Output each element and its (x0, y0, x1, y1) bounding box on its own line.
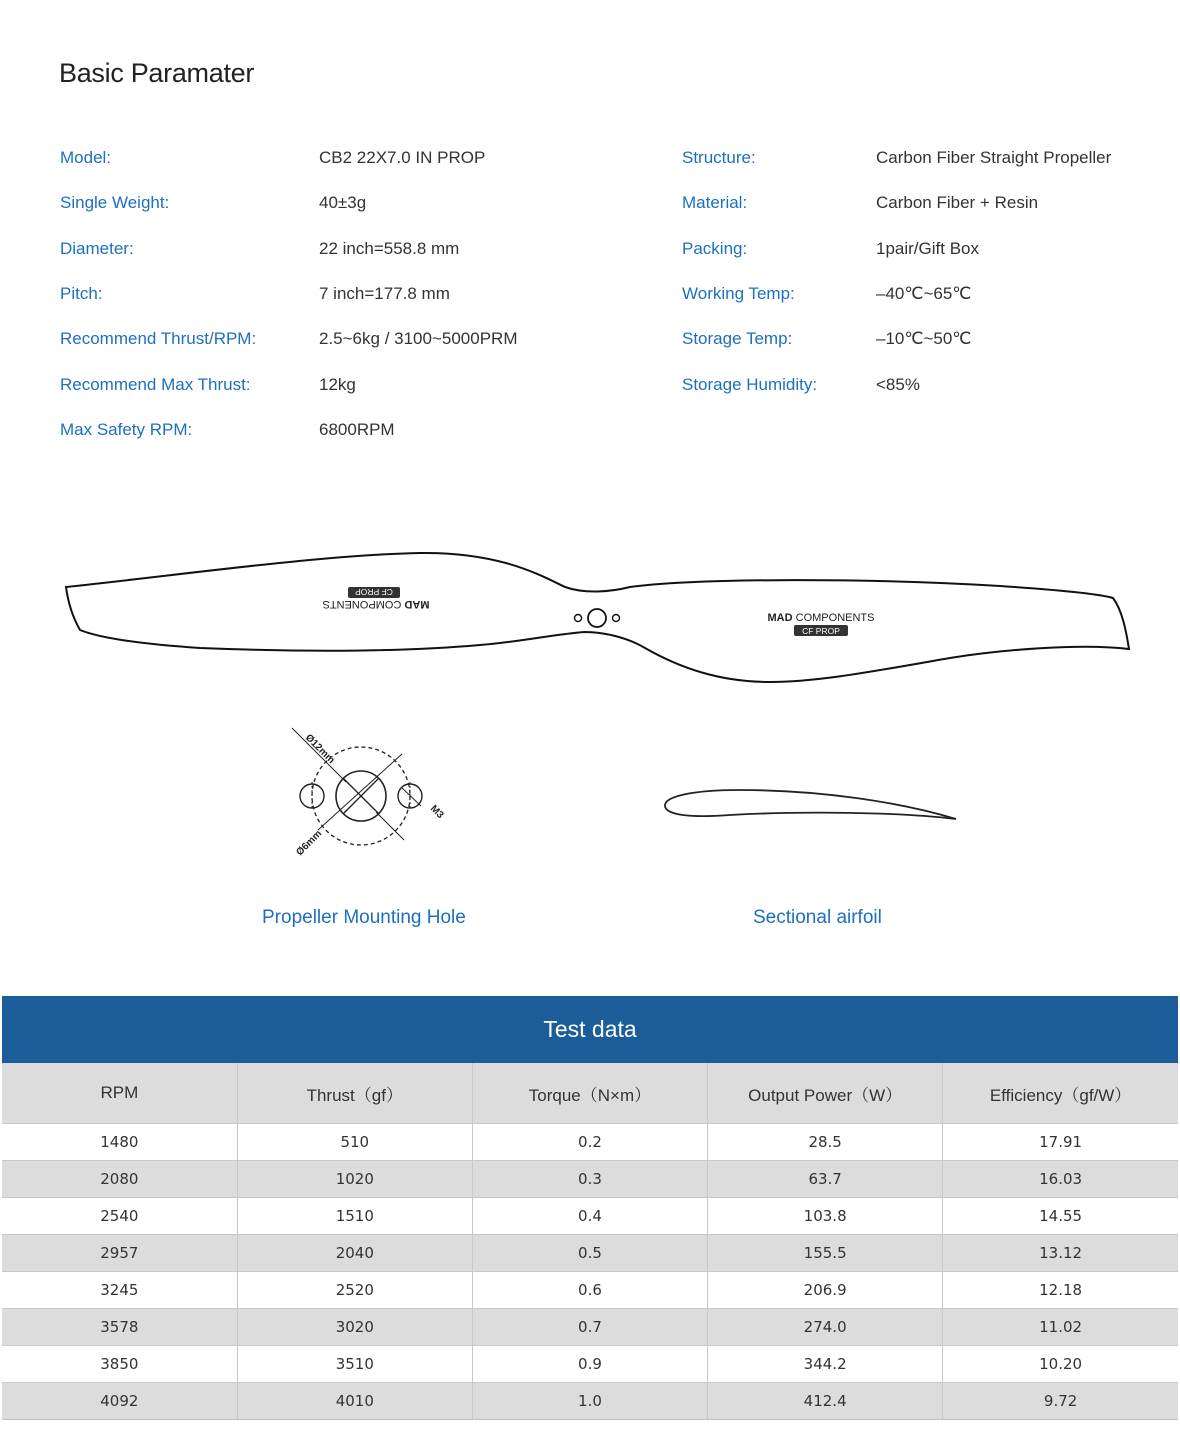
param-label-max-rpm: Max Safety RPM: (60, 420, 193, 439)
cell-thrust: 3020 (237, 1309, 472, 1346)
cell-torque: 0.9 (472, 1346, 707, 1383)
param-value-max-thrust: 12kg (319, 375, 356, 394)
cell-torque: 1.0 (472, 1383, 707, 1420)
param-label-working-temp: Working Temp: (682, 284, 795, 303)
svg-text:MAD COMPONENTS: MAD COMPONENTS (322, 598, 430, 610)
cell-thrust: 1510 (237, 1198, 472, 1235)
cell-rpm: 4092 (2, 1383, 237, 1420)
cell-efficiency: 17.91 (943, 1124, 1178, 1161)
table-row (2, 1383, 1178, 1420)
param-value-model: CB2 22X7.0 IN PROP (319, 148, 486, 167)
param-label-storage-humidity: Storage Humidity: (682, 375, 818, 394)
param-label-packing: Packing: (682, 239, 748, 258)
cell-efficiency: 10.20 (943, 1346, 1178, 1383)
param-value-diameter: 22 inch=558.8 mm (319, 239, 460, 258)
cell-rpm: 3850 (2, 1346, 237, 1383)
cell-torque: 0.3 (472, 1161, 707, 1198)
table-row (2, 1235, 1178, 1272)
param-label-pitch: Pitch: (60, 284, 103, 303)
test-data-table (2, 996, 1178, 1420)
param-value-pitch: 7 inch=177.8 mm (319, 284, 450, 303)
cell-torque: 0.4 (472, 1198, 707, 1235)
header-output-power: Output Power（W） (708, 1063, 943, 1124)
caption-mounting-hole: Propeller Mounting Hole (262, 907, 466, 928)
cell-efficiency: 16.03 (943, 1161, 1178, 1198)
caption-sectional-airfoil: Sectional airfoil (753, 907, 882, 928)
cell-thrust: 2520 (237, 1272, 472, 1309)
cell-thrust: 3510 (237, 1346, 472, 1383)
table-title: Test data (2, 996, 1178, 1063)
cell-thrust: 2040 (237, 1235, 472, 1272)
cell-output-power: 206.9 (708, 1272, 943, 1309)
param-label-model: Model: (60, 148, 112, 167)
param-value-storage-humidity: <85% (876, 375, 920, 394)
param-value-working-temp: –40℃~65℃ (876, 284, 972, 303)
propeller-outline-drawing (66, 553, 1129, 682)
cell-rpm: 3245 (2, 1272, 237, 1309)
cell-output-power: 344.2 (708, 1346, 943, 1383)
param-value-packing: 1pair/Gift Box (876, 239, 979, 258)
cell-output-power: 155.5 (708, 1235, 943, 1272)
cell-torque: 0.6 (472, 1272, 707, 1309)
table-row (2, 1198, 1178, 1235)
param-value-storage-temp: –10℃~50℃ (876, 329, 972, 348)
cell-output-power: 28.5 (708, 1124, 943, 1161)
table-row (2, 1309, 1178, 1346)
param-label-structure: Structure: (682, 148, 756, 167)
cell-torque: 0.5 (472, 1235, 707, 1272)
header-thrust: Thrust（gf） (237, 1063, 472, 1124)
cell-torque: 0.7 (472, 1309, 707, 1346)
cell-efficiency: 11.02 (943, 1309, 1178, 1346)
param-value-structure: Carbon Fiber Straight Propeller (876, 148, 1112, 167)
cell-thrust: 510 (237, 1124, 472, 1161)
param-value-material: Carbon Fiber + Resin (876, 193, 1039, 212)
param-label-max-thrust: Recommend Max Thrust: (60, 375, 251, 394)
param-label-weight: Single Weight: (60, 193, 170, 212)
svg-text:CF PROP: CF PROP (355, 587, 393, 597)
cell-thrust: 1020 (237, 1161, 472, 1198)
dim-outer-label: Ø12mm (302, 732, 337, 767)
cell-efficiency: 9.72 (943, 1383, 1178, 1420)
cell-rpm: 3578 (2, 1309, 237, 1346)
param-label-thrust-rpm: Recommend Thrust/RPM: (60, 329, 257, 348)
table-row (2, 1161, 1178, 1198)
param-label-storage-temp: Storage Temp: (682, 329, 793, 348)
table-row (2, 1272, 1178, 1309)
cell-efficiency: 14.55 (943, 1198, 1178, 1235)
cell-rpm: 2540 (2, 1198, 237, 1235)
svg-text:MAD COMPONENTS: MAD COMPONENTS (767, 612, 875, 624)
page-title: Basic Paramater (59, 58, 255, 88)
param-label-material: Material: (682, 193, 748, 212)
header-torque: Torque（N×m） (472, 1063, 707, 1124)
table-row (2, 1346, 1178, 1383)
param-value-max-rpm: 6800RPM (319, 420, 395, 439)
param-value-thrust-rpm: 2.5~6kg / 3100~5000PRM (319, 329, 518, 348)
cell-efficiency: 13.12 (943, 1235, 1178, 1272)
technical-drawings (0, 540, 1180, 880)
cell-efficiency: 12.18 (943, 1272, 1178, 1309)
dim-inner-label: Ø6mm (294, 828, 325, 859)
cell-output-power: 412.4 (708, 1383, 943, 1420)
airfoil-section-drawing (665, 790, 956, 819)
cell-output-power: 63.7 (708, 1161, 943, 1198)
cell-output-power: 103.8 (708, 1198, 943, 1235)
screw-label: M3 (427, 803, 446, 821)
cell-rpm: 1480 (2, 1124, 237, 1161)
table-row (2, 1124, 1178, 1161)
cell-torque: 0.2 (472, 1124, 707, 1161)
cell-output-power: 274.0 (708, 1309, 943, 1346)
header-rpm: RPM (2, 1063, 237, 1124)
header-efficiency: Efficiency（gf/W） (943, 1063, 1178, 1124)
param-label-diameter: Diameter: (60, 239, 134, 258)
svg-text:CF PROP: CF PROP (802, 626, 840, 636)
cell-rpm: 2080 (2, 1161, 237, 1198)
table-header-row (2, 1063, 1178, 1124)
cell-rpm: 2957 (2, 1235, 237, 1272)
param-value-weight: 40±3g (319, 193, 367, 212)
cell-thrust: 4010 (237, 1383, 472, 1420)
mounting-hole-drawing (292, 728, 446, 858)
